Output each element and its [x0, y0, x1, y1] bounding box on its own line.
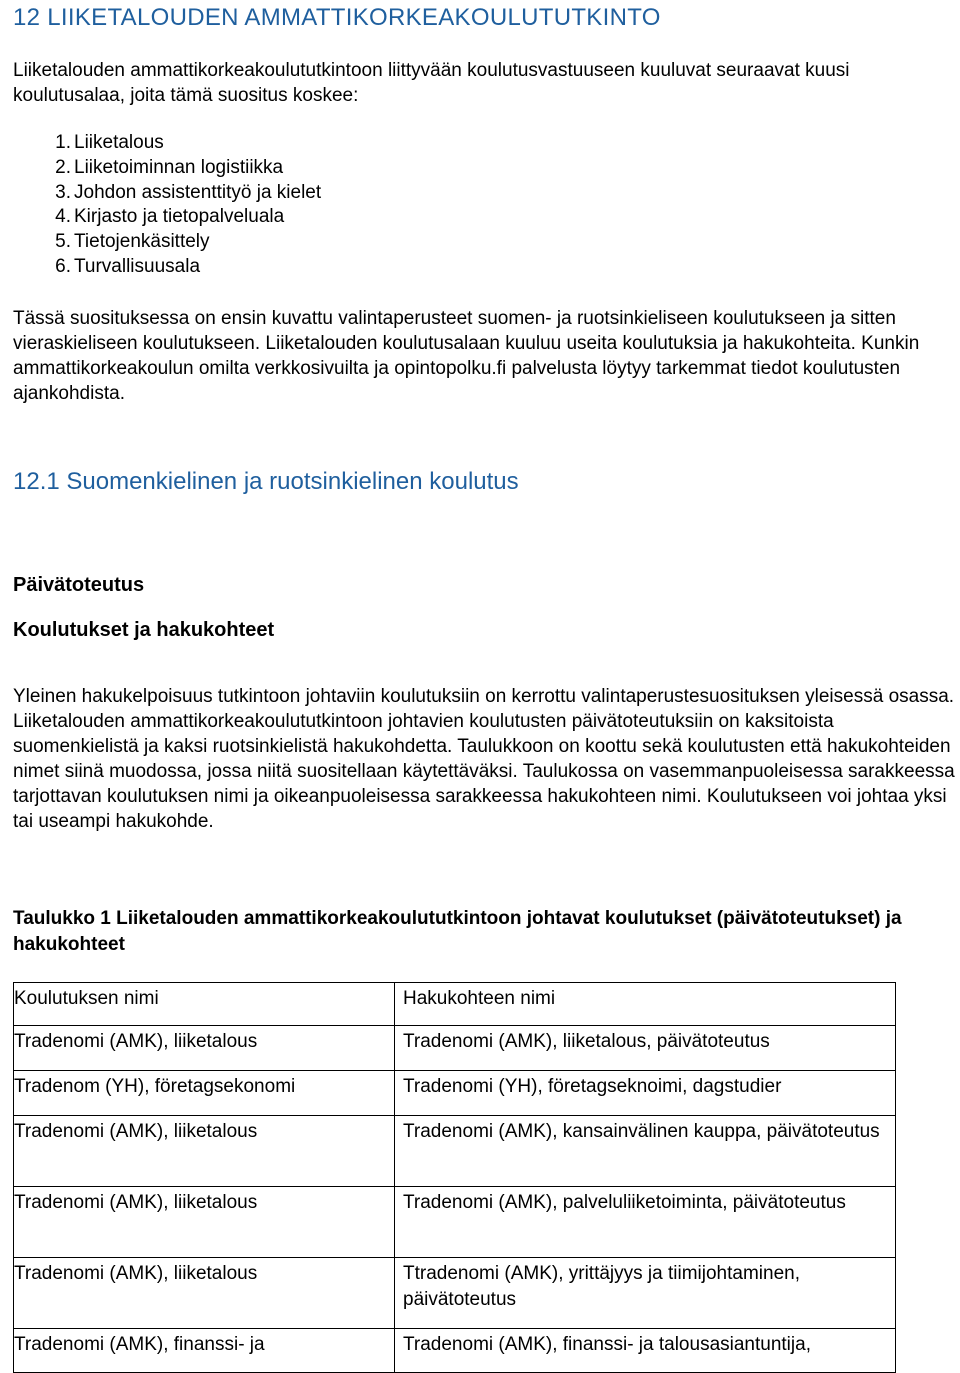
field-list: [13, 131, 321, 280]
table-header-row: [14, 983, 896, 1026]
column-header: Koulutuksen nimi: [14, 983, 395, 1026]
table-cell: Tradenomi (AMK), liiketalous: [14, 1258, 395, 1329]
table-cell: Ttradenomi (AMK), yrittäjyys ja tiimijohtaminen, päivätoteutus: [395, 1258, 896, 1329]
table-cell: Tradenom (YH), företagsekonomi: [14, 1071, 395, 1116]
table-row: [14, 1187, 896, 1258]
table-row: [14, 1116, 896, 1187]
programmes-table: [13, 982, 896, 1373]
table-cell: Tradenomi (AMK), finanssi- ja talousasiantuntija,: [395, 1329, 896, 1373]
table-cell: Tradenomi (AMK), palveluliiketoiminta, päivätoteutus: [395, 1187, 896, 1258]
list-item: 4. Kirjasto ja tietopalveluala: [55, 206, 285, 228]
table-cell: Tradenomi (AMK), kansainvälinen kauppa, päivätoteutus: [395, 1116, 896, 1187]
list-item: 2. Liiketoiminnan logistiikka: [55, 156, 284, 178]
description-paragraph: Tässä suosituksessa on ensin kuvattu valintaperusteet suomen- ja ruotsinkieliseen koulutukseen ja sitten vieraskieliseen koulutukseen. Liiketalouden koulutusalaan kuuluu useita koulutuksia ja hakukohteita. Kunkin ammattikorkeakoulun omilta verkkosivuilta ja opintopolku.fi palvelusta löytyy tarkemmat tiedot koulutusten ajankohdista.: [13, 308, 920, 404]
table-cell: Tradenomi (AMK), liiketalous: [14, 1116, 395, 1187]
table-cell: Tradenomi (YH), företagseknoimi, dagstudier: [395, 1071, 896, 1116]
page-title: 12 LIIKETALOUDEN AMMATTIKORKEAKOULUTUTKINTO: [13, 4, 661, 31]
table-cell: Tradenomi (AMK), liiketalous: [14, 1026, 395, 1071]
subheading-programmes: Koulutukset ja hakukohteet: [13, 619, 275, 641]
section-heading: 12.1 Suomenkielinen ja ruotsinkielinen koulutus: [13, 468, 519, 495]
column-header: Hakukohteen nimi: [395, 983, 896, 1026]
table-cell: Tradenomi (AMK), liiketalous: [14, 1187, 395, 1258]
table-cell: Tradenomi (AMK), liiketalous, päivätoteutus: [395, 1026, 896, 1071]
table-row: [14, 1071, 896, 1116]
list-item: 6. Turvallisuusala: [55, 255, 201, 277]
table-row: [14, 1258, 896, 1329]
table-row: [14, 1329, 896, 1373]
eligibility-paragraph: Yleinen hakukelpoisuus tutkintoon johtaviin koulutuksiin on kerrottu valintaperustesuosituksen yleisessä osassa. Liiketalouden ammattikorkeakoulututkintoon johtavien koulutusten päivätoteutuksiin on kaksitoista suomenkielistä ja kaksi ruotsinkielistä hakukohdetta. Taulukkoon on koottu sekä koulutusten että hakukohteiden nimet siinä muodossa, jossa niitä suositellaan käytettäväksi. Taulukossa on vasemmanpuoleisessa sarakkeessa tarjottavan koulutuksen nimi ja oikeanpuoleisessa sarakkeessa hakukohteen nimi. Koulutukseen voi johtaa yksi tai useampi hakukohde.: [13, 686, 955, 832]
list-item: 5. Tietojenkäsittely: [55, 231, 210, 253]
subheading-day-study: Päivätoteutus: [13, 574, 145, 596]
intro-paragraph: Liiketalouden ammattikorkeakoulututkintoon liittyvään koulutusvastuuseen kuuluvat seuraavat kuusi koulutusalaa, joita tämä suositus koskee:: [13, 60, 850, 106]
table-caption: Taulukko 1 Liiketalouden ammattikorkeakoulututkintoon johtavat koulutukset (päivätoteutukset) ja hakukohteet: [13, 908, 902, 955]
list-item: 1. Liiketalous: [55, 132, 164, 153]
list-item: 3. Johdon assistenttityö ja kielet: [55, 181, 322, 203]
table-row: [14, 1026, 896, 1071]
table-cell: Tradenomi (AMK), finanssi- ja: [14, 1329, 395, 1373]
